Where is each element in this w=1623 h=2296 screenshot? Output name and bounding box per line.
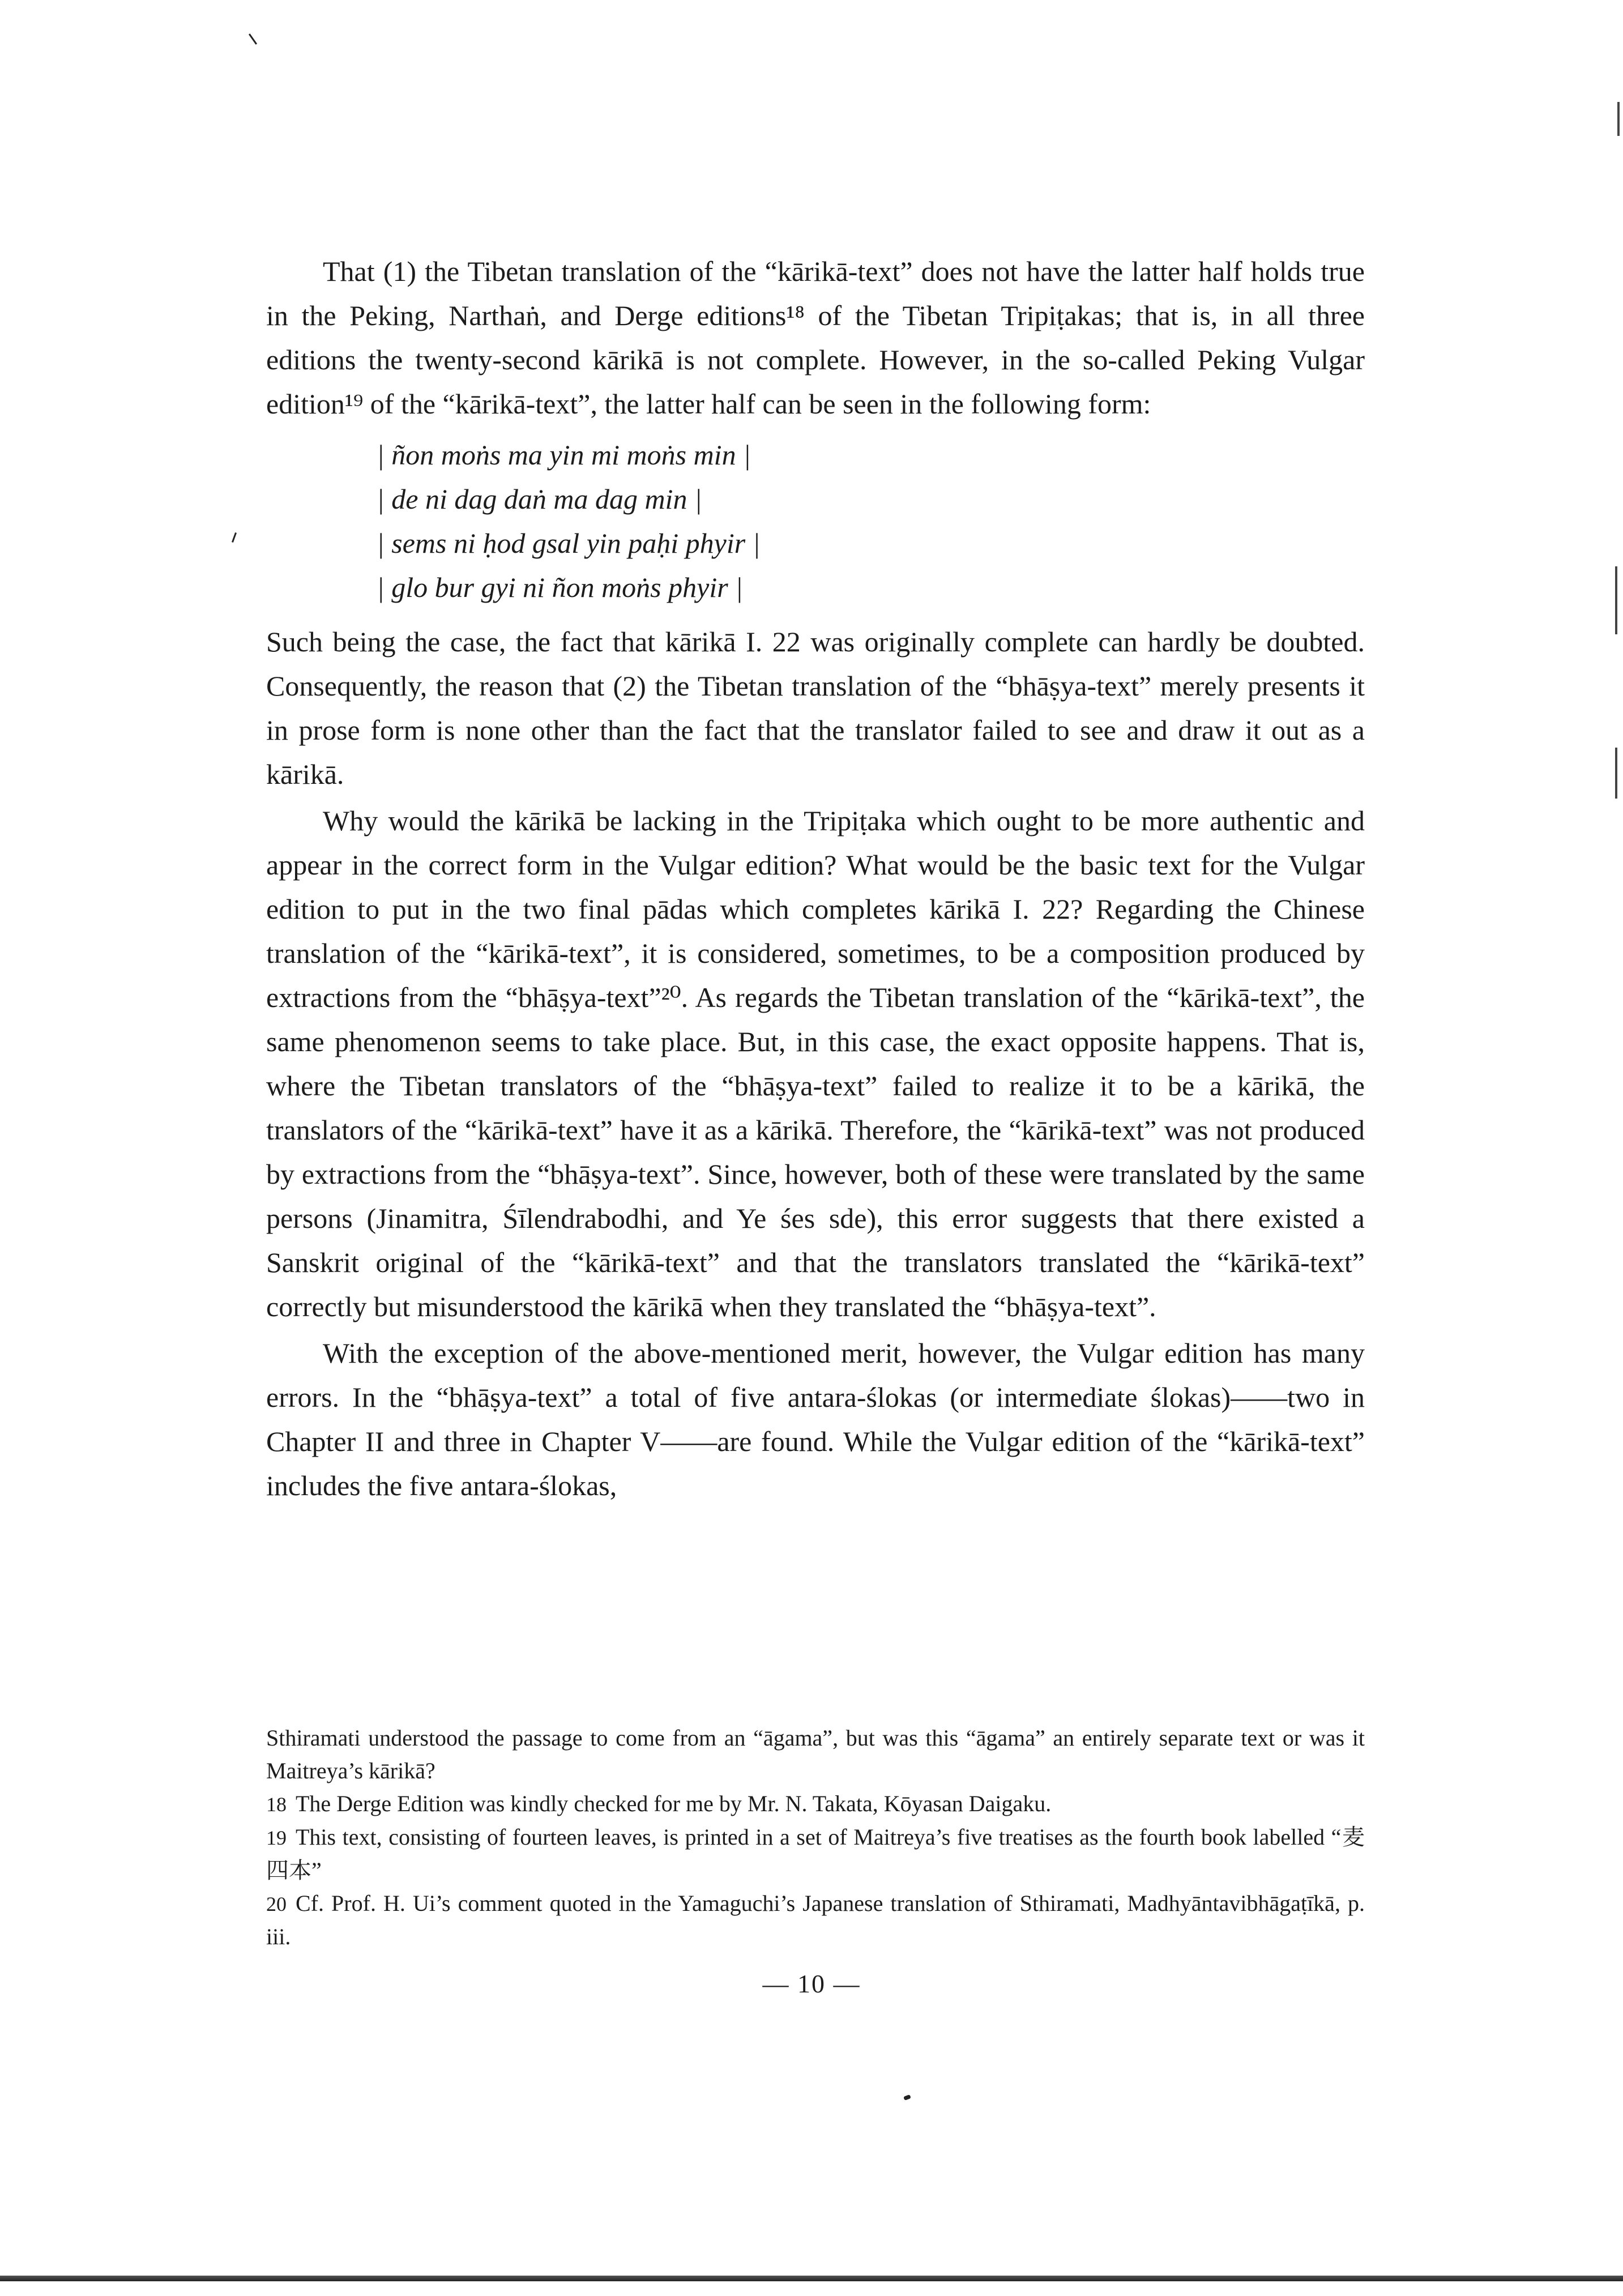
paragraph-3: Why would the kārikā be lacking in the Tripiṭaka which ought to be more authentic and appear in the correct form in the Vulgar edition? What would be the basic text for the Vulgar edition to put in the two final pādas which completes kārikā I. 22? Regarding the Chinese translation of the “kārikā-text”, it is considered, sometimes, to be a composition produced by extractions from the “bhāṣya-text”²⁰. As regards the Tibetan translation of the “kārikā-text”, the same phenomenon seems to take place. But, in this case, the exact opposite happens. That is, where the Tibetan translators of the “bhāṣya-text” failed to realize it to be a kārikā, the translators of the “kārikā-text” have it as a kārikā. Therefore, the “kārikā-text” was not produced by extractions from the “bhāṣya-text”. Since, however, both of these were translated by the same persons (Jinamitra, Śīlendrabodhi, and Ye śes sde), this error suggests that there existed a Sanskrit original of the “kārikā-text” and that the translators translated the “kārikā-text” correctly but misunderstood the kārikā when they translated the “bhāṣya-text”. <box>266 805 1365 1322</box>
scan-mark <box>903 2094 911 2101</box>
footnotes <box>266 1722 1365 1953</box>
verse-line-4: | glo bur gyi ni ñon moṅs phyir | <box>377 571 743 603</box>
footnote-text: Cf. Prof. H. Ui’s comment quoted in the Yamaguchi’s Japanese translation of Sthiramati, Madhyāntavibhāgaṭīkā, p. iii. <box>266 1890 1365 1949</box>
footnote-text: The Derge Edition was kindly checked for me by Mr. N. Takata, Kōyasan Daigaku. <box>296 1791 1052 1816</box>
paragraph-2: Such being the case, the fact that kārikā I. 22 was originally complete can hardly be doubted. Consequently, the reason that (2) the Tibetan translation of the “bhāṣya-text” merely presents it in prose form is none other than the fact that the translator failed to see and draw it out as a kārikā. <box>266 626 1365 790</box>
paragraph-1: That (1) the Tibetan translation of the “kārikā-text” does not have the latter half holds true in the Peking, Narthaṅ, and Derge editions¹⁸ of the Tibetan Tripiṭakas; that is, in all three editions the twenty-second kārikā is not complete. However, in the so-called Peking Vulgar edition¹⁹ of the “kārikā-text”, the latter half can be seen in the following form: <box>266 255 1365 420</box>
verse-line-2: | de ni dag daṅ ma dag min | <box>377 483 702 515</box>
paragraph-4: With the exception of the above-mentioned merit, however, the Vulgar edition has many errors. In the “bhāṣya-text” a total of five antara-ślokas (or intermediate ślokas)——two in Chapter II and three in Chapter V——are found. While the Vulgar edition of the “kārikā-text” includes the five antara-ślokas, <box>266 1337 1365 1501</box>
tibetan-verse <box>377 433 1365 609</box>
footnote-19 <box>266 1821 1365 1887</box>
main-text <box>266 249 1365 1508</box>
footnote-number: 18 <box>266 1793 287 1816</box>
footnote-18 <box>266 1787 1365 1821</box>
verse-line-1: | ñon moṅs ma yin mi moṅs min | <box>377 439 751 471</box>
scan-mark <box>1615 748 1617 799</box>
footnote-text: This text, consisting of fourteen leaves, is printed in a set of Maitreya’s five treatises as the fourth book labelled “麦四本” <box>266 1824 1365 1883</box>
footnote-continuation: Sthiramati understood the passage to come from an “āgama”, but was this “āgama” an entirely separate text or was it Maitreya’s kārikā? <box>266 1725 1365 1783</box>
scan-edge <box>0 2276 1623 2281</box>
footnote-20 <box>266 1887 1365 1953</box>
scan-mark <box>249 33 257 45</box>
page-number: — 10 — <box>762 1969 861 1998</box>
verse-line-3: | sems ni ḥod gsal yin paḥi phyir | <box>377 527 761 559</box>
scan-mark <box>1617 102 1620 136</box>
scan-mark <box>1615 566 1617 634</box>
scan-mark <box>232 532 237 543</box>
footnote-number: 20 <box>266 1893 287 1915</box>
footnote-number: 19 <box>266 1826 287 1849</box>
